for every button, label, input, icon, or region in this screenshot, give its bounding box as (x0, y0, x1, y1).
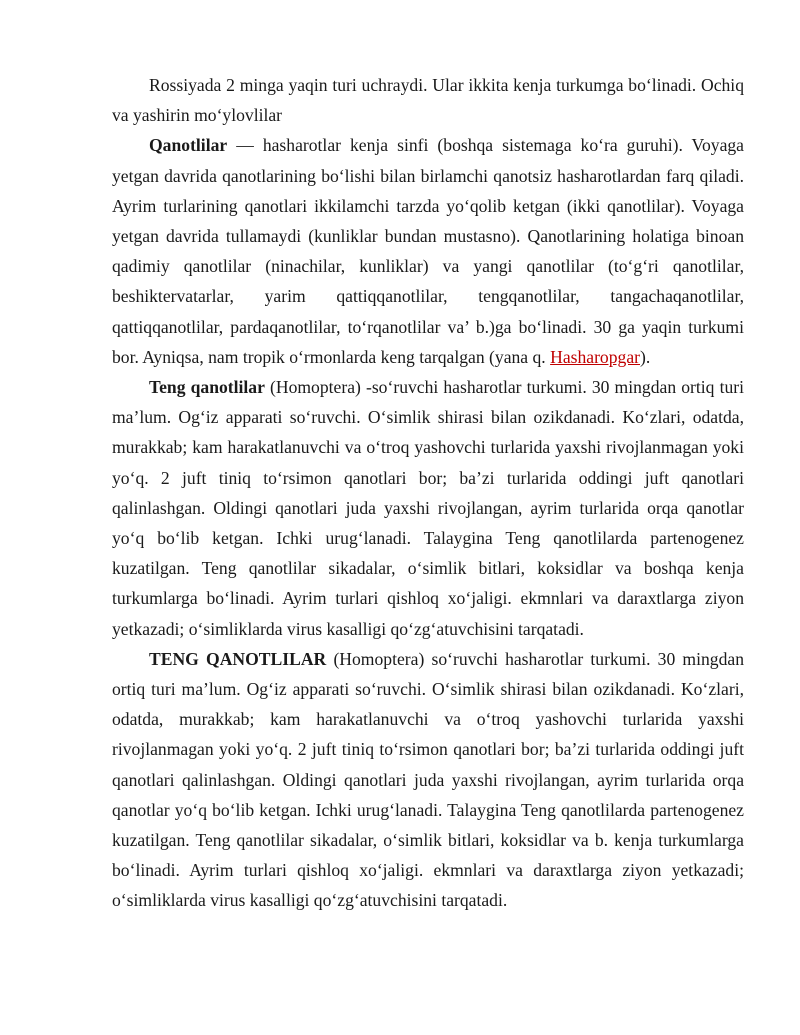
paragraph-text: — hasharotlar kenja sinfi (boshqa sistemaga koʻra guruhi). Voyaga yetgan davrida qanotlarining boʻlishi bilan birlamchi qanotsiz hasharotlardan farq qiladi. Ayrim turlarining qanotlari ikkilamchi tarzda yoʻqolib ketgan (ikki qanotlilar). Voyaga yetgan davrida tullamaydi (kunliklar bundan mustasno). Qanotlarining holatiga binoan qadimiy qanotlilar (ninachilar, kunliklar) va yangi qanotlilar (toʻgʻri qanotlilar, beshiktervatarlar, yarim qattiqqanotlilar, tengqanotlilar, tangachaqanotlilar, qattiqqanotlilar, pardaqanotlilar, toʻrqanotlilar va’ b.)ga boʻlinadi. 30 ga yaqin turkumi bor. Ayniqsa, nam tropik oʻrmonlarda keng tarqalgan (yana q. (112, 135, 744, 367)
document-body (112, 70, 744, 916)
term-qanotlilar: Qanotlilar (149, 135, 228, 156)
paragraph-text: (Homoptera) soʻruvchi hasharotlar turkumi. 30 mingdan ortiq turi ma’lum. Ogʻiz apparati soʻruvchi. Oʻsimlik shirasi bilan ozikdanadi. Koʻzlari, odatda, murakkab; kam harakatlanuvchi va oʻtroq yashovchi turlarida yaxshi rivojlanmagan yoki yoʻq. 2 juft tiniq toʻrsimon qanotlari bor; ba’zi turlarida oddingi juft qanotlari qalinlashgan. Oldingi qanotlari juda yaxshi rivojlangan, ayrim turlarida orqa qanotlar yoʻq boʻlib ketgan. Ichki urugʻlanadi. Talaygina Teng qanotlilarda partenogenez kuzatilgan. Teng qanotlilar sikadalar, oʻsimlik bitlari, koksidlar va b. kenja turkumlarga boʻlinadi. Ayrim turlari qishloq xoʻjaligi. ekmnlari va daraxtlarga ziyon yetkazadi; oʻsimliklarda virus kasalligi qoʻzgʻatuvchisini tarqatadi. (112, 648, 744, 911)
paragraph-tail: ). (640, 346, 651, 367)
paragraph-rossiyada (112, 70, 744, 130)
term-teng-qanotlilar-caps: TENG QANOTLILAR (149, 648, 327, 669)
paragraph-qanotlilar (112, 130, 744, 372)
paragraph-teng-qanotlilar-caps (112, 644, 744, 916)
paragraph-text: (Homoptera) -soʻruvchi hasharotlar turkumi. 30 mingdan ortiq turi ma’lum. Ogʻiz apparati soʻruvchi. Oʻsimlik shirasi bilan ozikdanadi. Koʻzlari, odatda, murakkab; kam harakatlanuvchi va oʻtroq yashovchi turlarida yaxshi rivojlanmagan yoki yoʻq. 2 juft tiniq toʻrsimon qanotlari bor; ba’zi turlarida oddingi juft qanotlari qalinlashgan. Oldingi qanotlari juda yaxshi rivojlangan, ayrim turlarida orqa qanotlar yoʻq boʻlib ketgan. Ichki urugʻlanadi. Talaygina Teng qanotlilarda partenogenez kuzatilgan. Teng qanotlilar sikadalar, oʻsimlik bitlari, koksidlar va boshqa kenja turkumlarga boʻlinadi. Ayrim turlari qishloq xoʻjaligi. ekmnlari va daraxtlarga ziyon yetkazadi; oʻsimliklarda virus kasalligi qoʻzgʻatuvchisini tarqatadi. (112, 377, 744, 639)
hasharotlar-link[interactable]: Hasharopgar (550, 346, 640, 367)
paragraph-teng-qanotlilar (112, 372, 744, 644)
term-teng-qanotlilar: Teng qanotlilar (149, 377, 265, 398)
paragraph-text: Rossiyada 2 minga yaqin turi uchraydi. Ular ikkita kenja turkumga boʻlinadi. Ochiq va yashirin moʻylovlilar (112, 75, 744, 126)
